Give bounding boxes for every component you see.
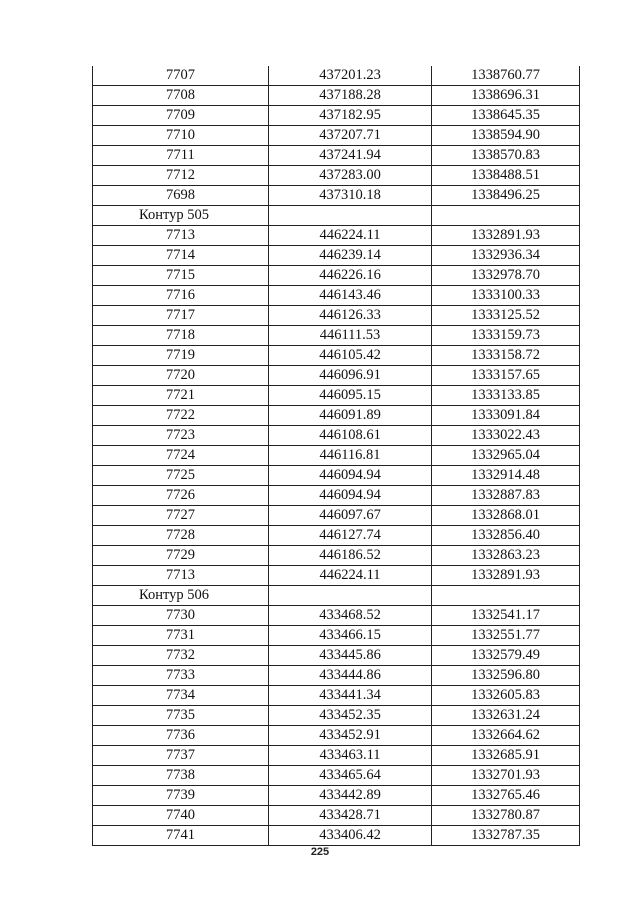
- document-page: [92, 66, 579, 846]
- table-row: [93, 646, 580, 666]
- y-coordinate-cell: 1332887.83: [432, 486, 580, 506]
- point-id-cell: 7712: [93, 166, 269, 186]
- table-row: [93, 186, 580, 206]
- y-coordinate-cell: 1338594.90: [432, 126, 580, 146]
- y-coordinate-cell: 1333125.52: [432, 306, 580, 326]
- point-id-cell: 7729: [93, 546, 269, 566]
- point-id-cell: 7713: [93, 566, 269, 586]
- y-coordinate-cell: 1333159.73: [432, 326, 580, 346]
- x-coordinate-cell: 446095.15: [269, 386, 432, 406]
- point-id-cell: 7732: [93, 646, 269, 666]
- table-row: [93, 486, 580, 506]
- table-row: [93, 366, 580, 386]
- point-id-cell: 7724: [93, 446, 269, 466]
- x-coordinate-cell: 446226.16: [269, 266, 432, 286]
- table-row: [93, 166, 580, 186]
- point-id-cell: 7730: [93, 606, 269, 626]
- y-coordinate-cell: 1338488.51: [432, 166, 580, 186]
- table-row: [93, 566, 580, 586]
- point-id-cell: 7723: [93, 426, 269, 446]
- y-coordinate-cell: 1332978.70: [432, 266, 580, 286]
- contour-header-row: [93, 586, 580, 606]
- table-row: [93, 106, 580, 126]
- y-coordinate-cell: 1332891.93: [432, 566, 580, 586]
- y-coordinate-cell: 1332596.80: [432, 666, 580, 686]
- point-id-cell: 7740: [93, 806, 269, 826]
- y-coordinate-cell: 1332868.01: [432, 506, 580, 526]
- y-coordinate-cell: 1332863.23: [432, 546, 580, 566]
- contour-header-row: [93, 206, 580, 226]
- page-number: 225: [310, 846, 330, 858]
- empty-cell: [432, 586, 580, 606]
- x-coordinate-cell: 437182.95: [269, 106, 432, 126]
- y-coordinate-cell: 1338496.25: [432, 186, 580, 206]
- y-coordinate-cell: 1332965.04: [432, 446, 580, 466]
- coordinates-table: [92, 66, 580, 846]
- y-coordinate-cell: 1332936.34: [432, 246, 580, 266]
- x-coordinate-cell: 446096.91: [269, 366, 432, 386]
- x-coordinate-cell: 446127.74: [269, 526, 432, 546]
- y-coordinate-cell: 1332914.48: [432, 466, 580, 486]
- y-coordinate-cell: 1332701.93: [432, 766, 580, 786]
- table-row: [93, 346, 580, 366]
- point-id-cell: 7710: [93, 126, 269, 146]
- point-id-cell: 7727: [93, 506, 269, 526]
- table-row: [93, 86, 580, 106]
- x-coordinate-cell: 433452.91: [269, 726, 432, 746]
- y-coordinate-cell: 1333158.72: [432, 346, 580, 366]
- table-row: [93, 526, 580, 546]
- point-id-cell: 7739: [93, 786, 269, 806]
- x-coordinate-cell: 433428.71: [269, 806, 432, 826]
- point-id-cell: 7733: [93, 666, 269, 686]
- x-coordinate-cell: 433442.89: [269, 786, 432, 806]
- point-id-cell: 7728: [93, 526, 269, 546]
- empty-cell: [269, 586, 432, 606]
- y-coordinate-cell: 1332579.49: [432, 646, 580, 666]
- x-coordinate-cell: 437188.28: [269, 86, 432, 106]
- table-row: [93, 286, 580, 306]
- point-id-cell: 7711: [93, 146, 269, 166]
- point-id-cell: 7734: [93, 686, 269, 706]
- y-coordinate-cell: 1332685.91: [432, 746, 580, 766]
- x-coordinate-cell: 446239.14: [269, 246, 432, 266]
- table-row: [93, 626, 580, 646]
- x-coordinate-cell: 433444.86: [269, 666, 432, 686]
- point-id-cell: 7726: [93, 486, 269, 506]
- x-coordinate-cell: 433463.11: [269, 746, 432, 766]
- y-coordinate-cell: 1332891.93: [432, 226, 580, 246]
- y-coordinate-cell: 1332787.35: [432, 826, 580, 846]
- table-row: [93, 406, 580, 426]
- point-id-cell: 7731: [93, 626, 269, 646]
- y-coordinate-cell: 1332631.24: [432, 706, 580, 726]
- point-id-cell: 7714: [93, 246, 269, 266]
- point-id-cell: 7735: [93, 706, 269, 726]
- table-row: [93, 466, 580, 486]
- y-coordinate-cell: 1338696.31: [432, 86, 580, 106]
- x-coordinate-cell: 437207.71: [269, 126, 432, 146]
- point-id-cell: 7717: [93, 306, 269, 326]
- x-coordinate-cell: 446091.89: [269, 406, 432, 426]
- table-row: [93, 506, 580, 526]
- y-coordinate-cell: 1332664.62: [432, 726, 580, 746]
- table-row: [93, 426, 580, 446]
- table-row: [93, 726, 580, 746]
- point-id-cell: 7715: [93, 266, 269, 286]
- y-coordinate-cell: 1332541.17: [432, 606, 580, 626]
- contour-label: Контур 506: [93, 586, 269, 606]
- y-coordinate-cell: 1333022.43: [432, 426, 580, 446]
- x-coordinate-cell: 433406.42: [269, 826, 432, 846]
- x-coordinate-cell: 446105.42: [269, 346, 432, 366]
- empty-cell: [269, 206, 432, 226]
- x-coordinate-cell: 446108.61: [269, 426, 432, 446]
- table-row: [93, 786, 580, 806]
- table-row: [93, 446, 580, 466]
- table-row: [93, 386, 580, 406]
- x-coordinate-cell: 433441.34: [269, 686, 432, 706]
- table-row: [93, 66, 580, 86]
- table-row: [93, 306, 580, 326]
- empty-cell: [432, 206, 580, 226]
- x-coordinate-cell: 446094.94: [269, 466, 432, 486]
- table-row: [93, 326, 580, 346]
- point-id-cell: 7709: [93, 106, 269, 126]
- table-row: [93, 546, 580, 566]
- table-row: [93, 706, 580, 726]
- point-id-cell: 7741: [93, 826, 269, 846]
- y-coordinate-cell: 1338760.77: [432, 66, 580, 86]
- point-id-cell: 7736: [93, 726, 269, 746]
- point-id-cell: 7737: [93, 746, 269, 766]
- point-id-cell: 7698: [93, 186, 269, 206]
- x-coordinate-cell: 437283.00: [269, 166, 432, 186]
- y-coordinate-cell: 1333157.65: [432, 366, 580, 386]
- x-coordinate-cell: 433445.86: [269, 646, 432, 666]
- point-id-cell: 7725: [93, 466, 269, 486]
- y-coordinate-cell: 1333091.84: [432, 406, 580, 426]
- x-coordinate-cell: 437201.23: [269, 66, 432, 86]
- point-id-cell: 7718: [93, 326, 269, 346]
- point-id-cell: 7707: [93, 66, 269, 86]
- table-row: [93, 146, 580, 166]
- y-coordinate-cell: 1332780.87: [432, 806, 580, 826]
- point-id-cell: 7719: [93, 346, 269, 366]
- x-coordinate-cell: 437241.94: [269, 146, 432, 166]
- table-row: [93, 126, 580, 146]
- table-row: [93, 226, 580, 246]
- table-row: [93, 746, 580, 766]
- point-id-cell: 7721: [93, 386, 269, 406]
- point-id-cell: 7713: [93, 226, 269, 246]
- coordinates-table-body: [93, 66, 580, 846]
- point-id-cell: 7720: [93, 366, 269, 386]
- point-id-cell: 7708: [93, 86, 269, 106]
- contour-label: Контур 505: [93, 206, 269, 226]
- table-row: [93, 666, 580, 686]
- x-coordinate-cell: 446224.11: [269, 566, 432, 586]
- x-coordinate-cell: 433465.64: [269, 766, 432, 786]
- table-row: [93, 246, 580, 266]
- x-coordinate-cell: 433466.15: [269, 626, 432, 646]
- x-coordinate-cell: 446224.11: [269, 226, 432, 246]
- y-coordinate-cell: 1338645.35: [432, 106, 580, 126]
- point-id-cell: 7722: [93, 406, 269, 426]
- y-coordinate-cell: 1338570.83: [432, 146, 580, 166]
- table-row: [93, 806, 580, 826]
- y-coordinate-cell: 1332765.46: [432, 786, 580, 806]
- point-id-cell: 7716: [93, 286, 269, 306]
- x-coordinate-cell: 446143.46: [269, 286, 432, 306]
- y-coordinate-cell: 1332605.83: [432, 686, 580, 706]
- x-coordinate-cell: 446097.67: [269, 506, 432, 526]
- x-coordinate-cell: 446186.52: [269, 546, 432, 566]
- table-row: [93, 826, 580, 846]
- x-coordinate-cell: 446111.53: [269, 326, 432, 346]
- x-coordinate-cell: 433468.52: [269, 606, 432, 626]
- x-coordinate-cell: 437310.18: [269, 186, 432, 206]
- x-coordinate-cell: 446094.94: [269, 486, 432, 506]
- table-row: [93, 686, 580, 706]
- x-coordinate-cell: 433452.35: [269, 706, 432, 726]
- x-coordinate-cell: 446116.81: [269, 446, 432, 466]
- y-coordinate-cell: 1333133.85: [432, 386, 580, 406]
- table-row: [93, 606, 580, 626]
- table-row: [93, 766, 580, 786]
- point-id-cell: 7738: [93, 766, 269, 786]
- y-coordinate-cell: 1332856.40: [432, 526, 580, 546]
- y-coordinate-cell: 1333100.33: [432, 286, 580, 306]
- table-row: [93, 266, 580, 286]
- y-coordinate-cell: 1332551.77: [432, 626, 580, 646]
- x-coordinate-cell: 446126.33: [269, 306, 432, 326]
